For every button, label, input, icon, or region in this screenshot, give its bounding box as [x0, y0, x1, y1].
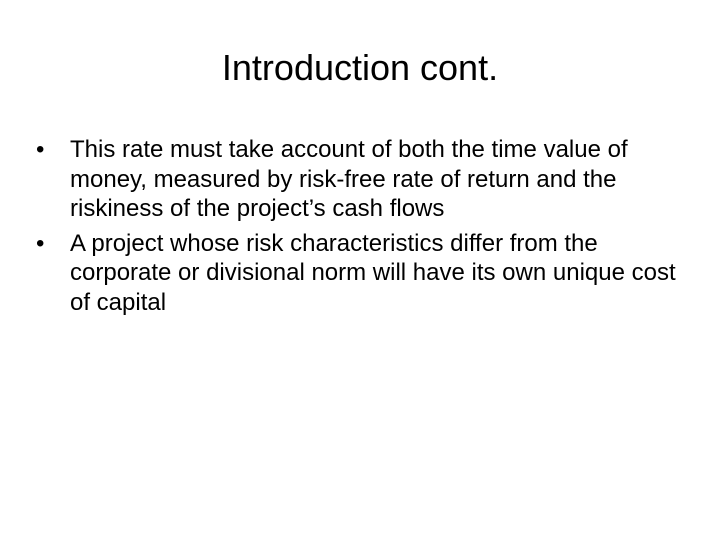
bullet-text: A project whose risk characteristics differ from the corporate or divisional norm will have its own unique cost of capital — [70, 229, 676, 316]
bullet-icon: • — [36, 229, 45, 257]
bullet-item — [36, 135, 688, 224]
slide-title: Introduction cont. — [221, 47, 499, 88]
bullet-list — [36, 135, 688, 322]
bullet-text: This rate must take account of both the time value of money, measured by risk-free rate of return and the riskiness of the project’s cash flows — [70, 136, 628, 222]
bullet-icon: • — [36, 136, 45, 163]
bullet-item — [36, 229, 688, 318]
